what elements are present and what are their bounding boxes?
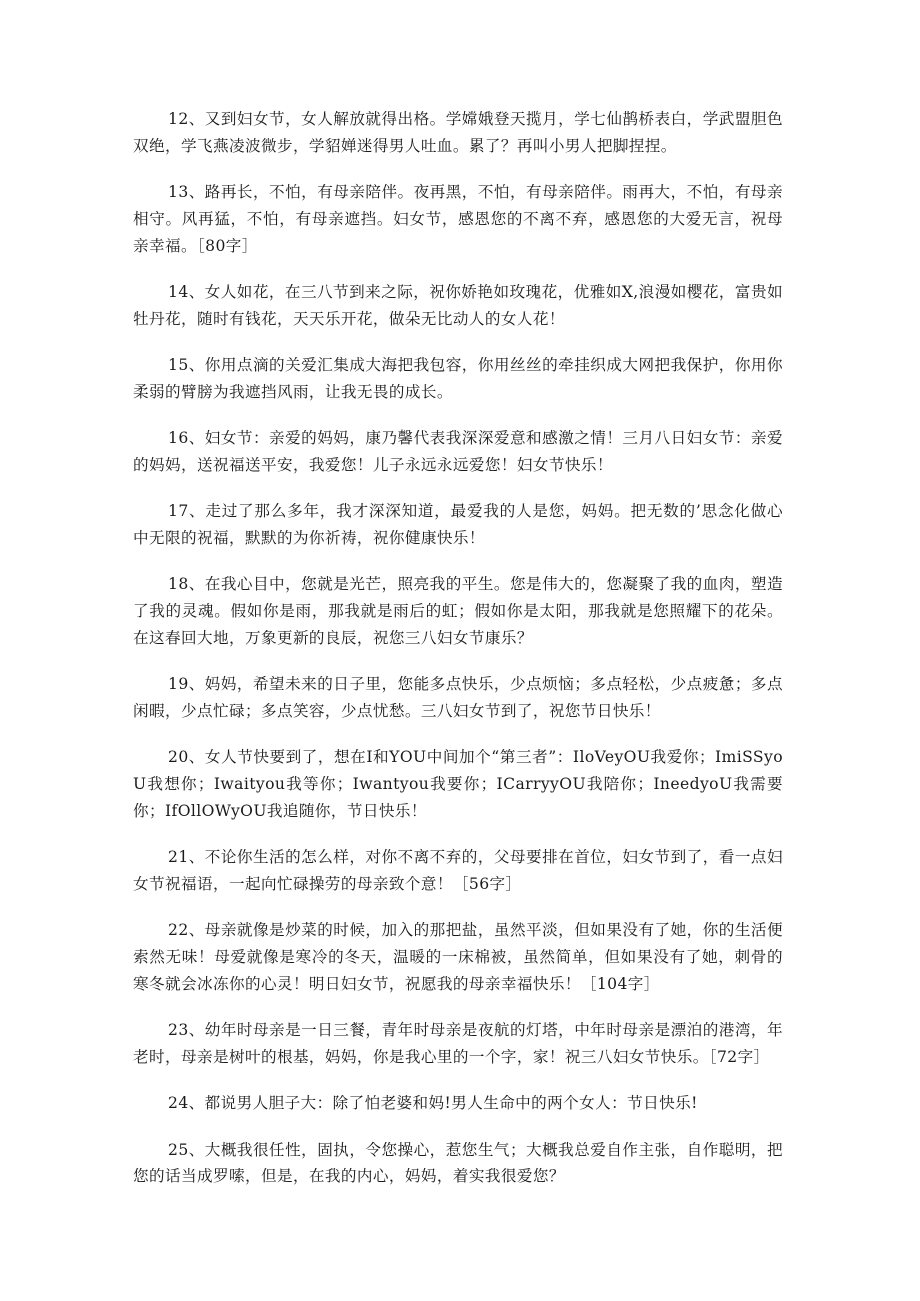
paragraph-25: 25、大概我很任性，固执，令您操心，惹您生气；大概我总爱自作主张，自作聪明，把您的话当成罗嗦，但是，在我的内心，妈妈，着实我很爱您？ <box>133 1140 783 1186</box>
paragraph-18: 18、在我心目中，您就是光芒，照亮我的平生。您是伟大的，您凝聚了我的血肉，塑造了我的灵魂。假如你是雨，那我就是雨后的虹；假如你是太阳，那我就是您照耀下的花朵。在这春回大地，万象更新的良辰，祝您三八妇女节康乐？ <box>133 575 783 647</box>
paragraph-20: 20、女人节快要到了，想在I和YOU中间加个“第三者”：IloVeyOU我爱你；ImiSSyoU我想你；Iwaityou我等你；Iwantyou我要你；ICarryyOU我陪你；IneedyoU我需要你；IfOllOWyOU我追随你，节日快乐！ <box>133 748 783 820</box>
paragraph-14: 14、女人如花，在三八节到来之际，祝你娇艳如玫瑰花，优雅如X,浪漫如樱花，富贵如牡丹花，随时有钱花，天天乐开花，做朵无比动人的女人花！ <box>133 282 783 328</box>
paragraph-17: 17、走过了那么多年，我才深深知道，最爱我的人是您，妈妈。把无数的’思念化做心中无限的祝福，默默的为你祈祷，祝你健康快乐！ <box>133 502 783 548</box>
paragraph-24: 24、都说男人胆子大：除了怕老婆和妈!男人生命中的两个女人：节日快乐! <box>168 1094 698 1113</box>
document-body <box>133 106 783 1210</box>
paragraph-13: 13、路再长，不怕，有母亲陪伴。夜再黑，不怕，有母亲陪伴。雨再大，不怕，有母亲相守。风再猛，不怕，有母亲遮挡。妇女节，感恩您的不离不弃，感恩您的大爱无言，祝母亲幸福。［80字］ <box>133 183 783 255</box>
paragraph-16: 16、妇女节：亲爱的妈妈，康乃馨代表我深深爱意和感激之情！三月八日妇女节：亲爱的妈妈，送祝福送平安，我爱您！儿子永远永远爱您！妇女节快乐！ <box>133 429 783 474</box>
paragraph-23: 23、幼年时母亲是一日三餐，青年时母亲是夜航的灯塔，中年时母亲是漂泊的港湾，年老时，母亲是树叶的根基，妈妈，你是我心里的一个字，家！祝三八妇女节快乐。［72字］ <box>133 1021 783 1067</box>
paragraph-22: 22、母亲就像是炒菜的时候，加入的那把盐，虽然平淡，但如果没有了她，你的生活便索然无味！母爱就像是寒冷的冬天，温暖的一床棉被，虽然简单，但如果没有了她，刺骨的寒冬就会冰冻你的心灵！明日妇女节，祝愿我的母亲幸福快乐！［104字］ <box>133 921 783 993</box>
paragraph-15: 15、你用点滴的关爱汇集成大海把我包容，你用丝丝的牵挂织成大网把我保护，你用你柔弱的臂膀为我遮挡风雨，让我无畏的成长。 <box>133 356 783 401</box>
paragraph-19: 19、妈妈，希望未来的日子里，您能多点快乐，少点烦恼；多点轻松，少点疲惫；多点闲暇，少点忙碌；多点笑容，少点忧愁。三八妇女节到了，祝您节日快乐！ <box>133 675 783 721</box>
paragraph-21: 21、不论你生活的怎么样，对你不离不弃的，父母要排在首位，妇女节到了，看一点妇女节祝福语，一起向忙碌操劳的母亲致个意！［56字］ <box>133 848 783 894</box>
paragraph-12: 12、又到妇女节，女人解放就得出格。学嫦娥登天揽月，学七仙鹊桥表白，学武盟胆色双绝，学飞燕凌波微步，学貂婵迷得男人吐血。累了？再叫小男人把脚捏捏。 <box>133 110 783 155</box>
